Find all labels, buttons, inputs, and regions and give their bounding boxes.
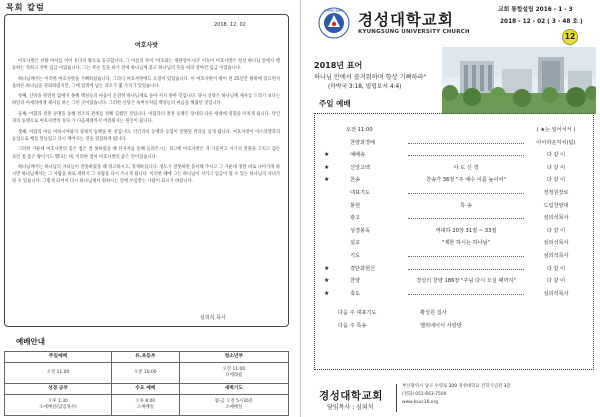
order-item bbox=[324, 250, 586, 263]
worship-title: 주일 예배 bbox=[319, 99, 351, 108]
next-week-value: 엘리에이서 사랑방 bbox=[420, 322, 462, 329]
standing-star-icon: ★ bbox=[324, 176, 330, 184]
schedule-header: 청소년부 bbox=[179, 352, 288, 363]
order-item bbox=[324, 288, 586, 301]
footer-address: 부산광역시 남구 수영로 309 경성대학교 건학기념관 3층 bbox=[402, 384, 511, 389]
column-section-title: 목회 칼럼 bbox=[6, 3, 45, 12]
order-item-content: 특 송 bbox=[460, 202, 472, 209]
column-heading: 여호사밧 bbox=[134, 42, 159, 49]
schedule-place: 소예배실(담임목사) bbox=[39, 405, 77, 410]
footer-contact bbox=[402, 383, 598, 407]
next-week-row bbox=[324, 307, 586, 320]
order-item-name: 성경봉독 bbox=[350, 227, 371, 234]
order-item-name: 신앙고백 bbox=[350, 164, 371, 171]
standing-star-icon: ★ bbox=[324, 264, 330, 272]
order-item-content: 찬송가 36장 "주 예수 이름 높이어" bbox=[426, 177, 506, 184]
order-item bbox=[324, 263, 586, 276]
order-item-leader: 다 같 이 bbox=[546, 278, 566, 285]
order-item-leader: 심외석목사 bbox=[543, 240, 569, 247]
order-item-name: 찬양과경배 bbox=[350, 139, 376, 146]
order-item-leader: 드림찬양대 bbox=[543, 202, 569, 209]
order-item-name: 설교 bbox=[350, 240, 361, 247]
order-item bbox=[324, 237, 586, 250]
schedule-time: 월-금 오전 5시30분 bbox=[214, 399, 253, 404]
order-item-name: 대표기도 bbox=[350, 189, 371, 196]
schedule-time: 오전 11:00 bbox=[222, 367, 246, 372]
dotted-leader bbox=[408, 294, 524, 295]
page-fold bbox=[300, 0, 301, 417]
order-item-name: 찬양 bbox=[350, 278, 361, 285]
order-item-name: 기도 bbox=[350, 252, 361, 259]
order-item bbox=[324, 200, 586, 213]
column-body bbox=[12, 58, 280, 189]
order-item-leader: 다 같 이 bbox=[546, 164, 566, 171]
order-item-content: 사 도 신 경 bbox=[453, 164, 479, 171]
church-name: 경성대학교회 bbox=[358, 11, 454, 29]
motto-year-label: 2018년 표어 bbox=[314, 61, 363, 70]
order-item-name: 찬송 bbox=[350, 177, 361, 184]
order-item bbox=[324, 162, 586, 175]
footer-website: www.ksuc16.org bbox=[402, 400, 438, 405]
schedule-time: 오후 1:30 bbox=[48, 399, 68, 404]
schedule-title: 예배안내 bbox=[16, 337, 45, 346]
order-item-name: 축도 bbox=[350, 290, 361, 297]
column-paragraph: 여호사밧은 선왕 아사를 이어 유다의 왕으로 등극합니다. 그 이름의 뜻이 '여호와는 재판장이시다' 이듯이 여호사밧은 항상 하나님 앞에서 행동하는 착하고 선한 입금 이었습니다. 그는 무슨 일을 하기 전에 하나님께 묻고 하나님의 뜻을 따라 살아간 입금 이었습니다. bbox=[12, 59, 280, 72]
schedule-cell bbox=[111, 395, 179, 416]
footer-pastor: 담임목사 : 심외석 bbox=[327, 404, 374, 411]
schedule-row bbox=[5, 395, 289, 416]
order-item-name: 봉헌 bbox=[350, 202, 361, 209]
order-item-leader: 심외석목사 bbox=[543, 252, 569, 259]
standing-star-icon: ★ bbox=[324, 277, 330, 285]
schedule-cell bbox=[111, 363, 179, 384]
column-paragraph: 둘째, 아합과 결혼 동맹을 통해 결조의 관계를 친해 힘썼던 것입니다. 아합과의 결혼 동맹은 당대의 다른 세대에 영향을 미치게 됩니다. 악인과의 동맹으로 여호사밧의 유다 가 다음세대까지 어려워지는 원인이 됩니다. bbox=[12, 112, 280, 125]
motto-verse: 하나님 안에서 즐거워하며 항상 기뻐하라" bbox=[314, 74, 427, 81]
schedule-place: 소예배실 bbox=[225, 405, 243, 410]
order-item bbox=[324, 225, 586, 238]
schedule-cell bbox=[179, 363, 288, 384]
worship-header-row bbox=[324, 124, 586, 137]
order-item-content: 경성의 찬양 186장 "주님 다시 오실 때까지" bbox=[416, 278, 516, 285]
schedule-time: 오후 8:00 bbox=[135, 399, 156, 404]
campus-photo bbox=[442, 47, 596, 114]
column-paragraph: 하나님께서는 이러한 여호사밧을 기뻐하셨습니다. 그리니 여호사밧에도 오점이 있었습니다. 이 여호사밧이 왕이 된 25년간 왕위에 있으면서 올바른 하나님을 경외하였지만, 그에 업적에 남는 과오가 몇 가지가 있었습니다. bbox=[12, 76, 280, 89]
schedule-header: 수요 예배 bbox=[111, 384, 179, 395]
column-date: 2018. 12. 02 bbox=[214, 22, 246, 28]
order-item-leader: 다 같 이 bbox=[546, 152, 566, 159]
order-item-leader: 다 같 이 bbox=[546, 227, 566, 234]
order-item-content: 역대하 20장 31절 ~ 33절 bbox=[435, 227, 497, 234]
order-item bbox=[324, 187, 586, 200]
column-paragraph: 첫째, 산당을 완전히 없애지 못해 백성들의 마음이 온전히 하나님께로 돌아 서지 못한 것입니다. 당시 산당은 하나님께 제사를 드리기 보다는 바알과 아세라에게 제사를 하는 그런 곳이었습니다. 그러한 산당은 독버섯처럼 백성들의 마음을 혜쳤던 것입니다. bbox=[12, 94, 280, 107]
footer-phone: (전화) 051-663-7500 bbox=[402, 392, 447, 397]
schedule-time: 오전 10:00 bbox=[134, 370, 157, 375]
order-item bbox=[324, 149, 586, 162]
registration-info: 교회 통합설립 2016 - 1 - 3 bbox=[498, 7, 573, 13]
schedule-time: 오전 11:00 bbox=[46, 370, 70, 375]
schedule-header-row bbox=[5, 352, 289, 363]
column-paragraph: 하나님께서는 하나님의 자녀들이 잘못하였을 때 경고하시고, 징계하십니다. 성도가 잘못하면 용서해 주시고 그 가운데 정말 바로 나아가게 하시면 하나님께서는 그 사람을 바로 세워서 그 사람을 다시 쓰시게 됩니다. 이러한 때에 그는 하나님이 지키고 입금이 될 수 있는 하나님의 자녀가 될 수 있습니다. 그렇게 되어서 다시 하나님께서 원하시는 일에 쓰임받는 사람이 되시기 바랍니다. bbox=[12, 165, 280, 185]
schedule-header-row bbox=[5, 384, 289, 395]
order-item bbox=[324, 275, 586, 288]
order-item-leader: 심외석목사 bbox=[543, 290, 569, 297]
dotted-leader bbox=[408, 155, 524, 156]
schedule-cell bbox=[5, 395, 112, 416]
schedule-header: 유.초등부 bbox=[111, 352, 179, 363]
issue-number-badge: 12 bbox=[562, 29, 578, 45]
schedule-place: 디베랴룸 bbox=[225, 373, 243, 378]
motto-reference: (하박국 3:18, 빌립보서 4:4) bbox=[328, 84, 402, 90]
dotted-leader bbox=[408, 269, 524, 270]
footer-church-name: 경성대학교회 bbox=[319, 390, 383, 402]
order-item-leader: 다 같 이 bbox=[546, 265, 566, 272]
schedule-place: 소예배실 bbox=[136, 405, 154, 410]
schedule-cell bbox=[179, 395, 288, 416]
church-name-english: KYUNGSUNG UNIVERSITY CHURCH bbox=[358, 29, 470, 35]
standing-star-icon: ★ bbox=[324, 163, 330, 171]
schedule-row bbox=[5, 363, 289, 384]
schedule-header: 주일예배 bbox=[5, 352, 112, 363]
order-item-name: 예배송 bbox=[350, 152, 366, 159]
order-item-leader: 아이라운처치(팀) bbox=[536, 139, 576, 146]
column-paragraph: 그러한 가운데 여호사밧의 좋은 점은 잘 못하였을 때 선지자를 통해 들려주시는 경고에 여호사밧은 귀 기울이고 자기의 잘못을 고치고 겸손 보던 점 좋은 왕이기도 했다는 데, 이러한 점이 여호사밧의 좋은 면이었습니다. bbox=[12, 147, 280, 160]
column-signature: 심외석 목사 bbox=[200, 315, 226, 321]
dotted-leader bbox=[408, 218, 524, 219]
issue-info: 2018 - 12 - 02 ( 3 - 48 호 ) bbox=[500, 19, 583, 25]
schedule-cell bbox=[5, 363, 112, 384]
next-week-value: 황성원 집사 bbox=[420, 310, 447, 317]
dotted-leader bbox=[408, 256, 524, 257]
church-logo-icon bbox=[318, 7, 350, 39]
schedule-header: 새벽기도 bbox=[179, 384, 288, 395]
schedule-table bbox=[4, 351, 289, 416]
order-item-leader: 다 같 이 bbox=[546, 177, 566, 184]
standing-star-icon: ★ bbox=[324, 289, 330, 297]
standing-star-icon: ★ bbox=[324, 151, 330, 159]
order-item-content: "제한 하시는 하나님" bbox=[441, 240, 491, 247]
schedule-header: 성경 공부 bbox=[5, 384, 112, 395]
order-item bbox=[324, 212, 586, 225]
dotted-leader bbox=[408, 143, 524, 144]
next-week-label: 다음 주 특송 bbox=[338, 322, 367, 329]
order-item-name: 결단과헌신 bbox=[350, 265, 376, 272]
worship-time: 오전 11:00 bbox=[346, 127, 373, 133]
standing-note: ( ★는 일어서서 ) bbox=[536, 127, 576, 133]
next-week-label: 다음 주 대표기도 bbox=[338, 310, 377, 317]
order-item-leader: 정정원장로 bbox=[543, 189, 569, 196]
order-item bbox=[324, 137, 586, 150]
svg-text:KYUNG SUNG: KYUNG SUNG bbox=[324, 9, 344, 13]
order-item-name: 광고 bbox=[350, 215, 361, 222]
footer-divider bbox=[396, 384, 397, 412]
dotted-leader bbox=[408, 193, 524, 194]
worship-order bbox=[324, 124, 586, 333]
order-item-leader: 심외석목사 bbox=[543, 215, 569, 222]
column-paragraph: 셋째, 아합의 아들 아하시야와의 경제적 동맹을 한 것입니다. 악인과의 동맹과 동업이 잘못된 결과를 낳게 됩니다. 여호사밧이 이스라엘과의 동업으로 배를 만들었고 다시 깨어지는 것을 경험하게 됩니다. bbox=[12, 129, 280, 142]
next-week-row bbox=[324, 320, 586, 333]
order-item bbox=[324, 174, 586, 187]
order-list bbox=[324, 137, 586, 301]
